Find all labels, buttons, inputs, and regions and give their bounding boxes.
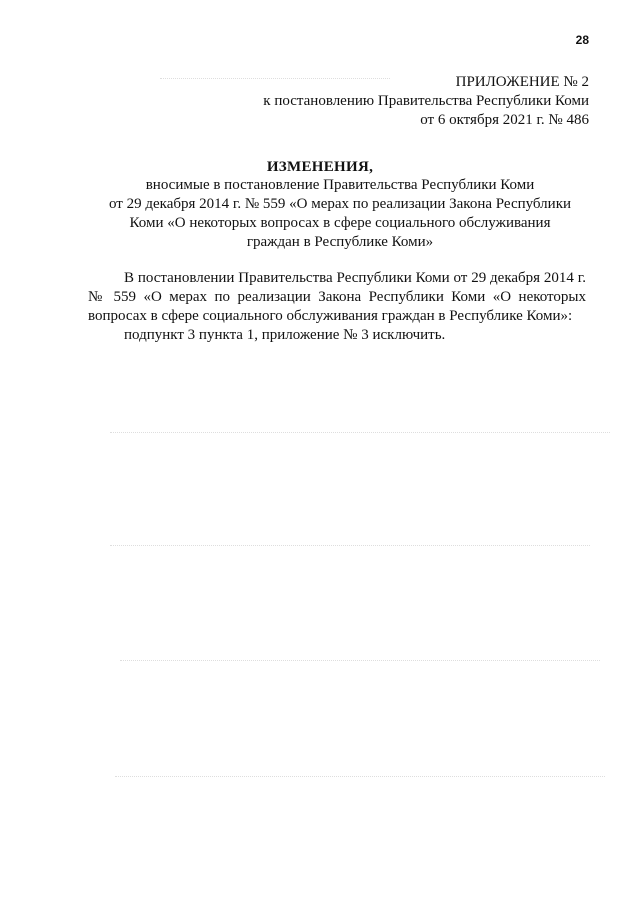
appendix-resolution-line: к постановлению Правительства Республики Коми bbox=[263, 93, 589, 109]
scan-noise bbox=[110, 432, 610, 439]
appendix-title: ПРИЛОЖЕНИЕ № 2 bbox=[455, 74, 589, 90]
subtitle-line: вносимые в постановление Правительства Республики Коми bbox=[145, 177, 535, 193]
body-paragraph: подпункт 3 пункта 1, приложение № 3 исключить. bbox=[124, 327, 446, 343]
scan-noise bbox=[110, 545, 590, 552]
document-heading: ИЗМЕНЕНИЯ, bbox=[266, 159, 374, 175]
subtitle-line: Коми «О некоторых вопросах в сфере социального обслуживания bbox=[129, 215, 551, 231]
document-body bbox=[88, 269, 586, 345]
subtitle-line: граждан в Республике Коми» bbox=[246, 234, 434, 250]
scan-noise bbox=[120, 660, 600, 667]
document-subtitle bbox=[80, 176, 600, 252]
appendix-date-line: от 6 октября 2021 г. № 486 bbox=[420, 112, 589, 128]
subtitle-line: от 29 декабря 2014 г. № 559 «О мерах по реализации Закона Республики bbox=[108, 196, 572, 212]
page-number: 28 bbox=[575, 33, 589, 47]
body-paragraph: В постановлении Правительства Республики Коми от 29 декабря 2014 г. № 559 «О мерах по реализации Закона Республики Коми «О некоторых вопросах в сфере социального обслуживания граждан в Республике Коми»: bbox=[88, 270, 586, 324]
scan-noise bbox=[115, 776, 605, 783]
scan-noise bbox=[160, 78, 390, 85]
